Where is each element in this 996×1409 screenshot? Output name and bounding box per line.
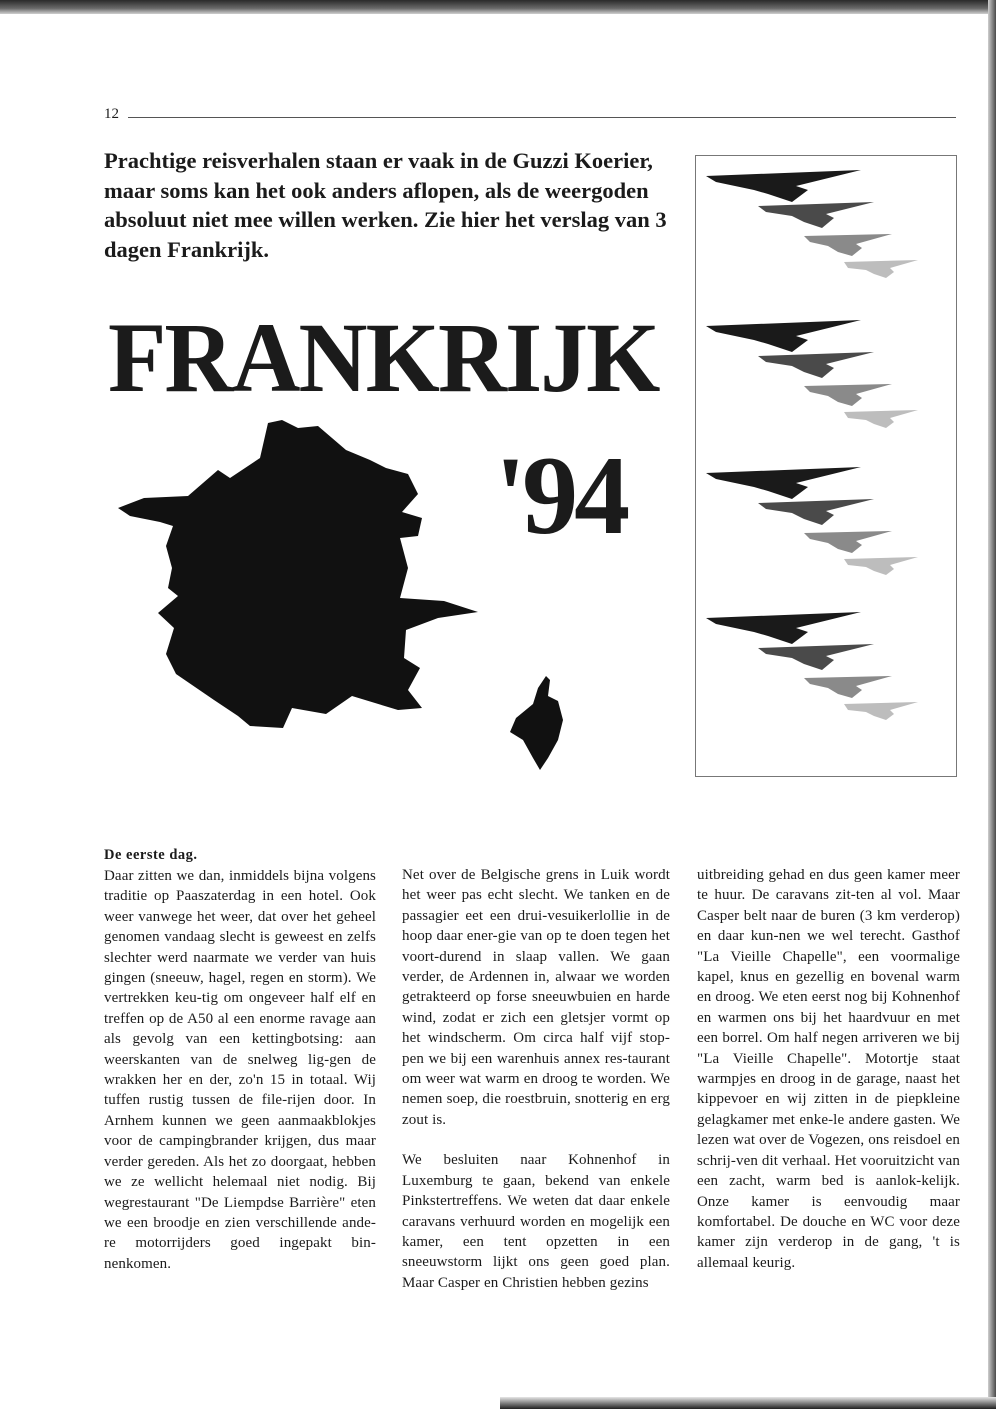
article-paragraph: Net over de Belgische grens in Luik wordt het weer pas echt slecht. We tanken en de passagier eet een drui-vesuikerlollie in de hoop daar ener-gie van op te doen tegen het voort-durend in slaap vallen. We gaan verder, de Ardennen in, alwaar we worden getrakteerd op forse sneeuwbuien en harde wind, zodat er zich een gletsjer vormt op het windscherm. Om circa half vijf stop-pen we bij een warenhuis annex res-taurant om weer wat warm en droog te worden. We nemen soep, die roestbruin, snotterig en erg zout is. — [402, 867, 670, 1128]
article-column-2 — [402, 865, 670, 1313]
article-column-3 — [697, 865, 960, 1293]
intro-text: Prachtige reisverhalen staan er vaak in de Guzzi Koerier, maar soms kan het ook anders aflopen, als de weergoden absoluut niet mee willen werken. Zie hier het verslag van 3 dagen Frankrijk. — [104, 148, 667, 262]
article-paragraph: Daar zitten we dan, inmiddels bijna volgens traditie op Paaszaterdag in een hotel. Ook weer vanwege het weer, dat over het geheel genomen vandaag slecht is geweest en zelfs slechter werd naarmate we verder van huis gingen (sneeuw, hagel, regen en storm). We vertrekken keu-tig om ongeveer half elf en treffen op de A50 al een enorme ravage aan als gevolg van een kettingbotsing: aan weerskanten van de snelweg lig-gen de wrakken her en der, zo'n 15 in totaal. Wij tuffen rustig tussen de file-rijen door. In Arnhem kunnen we geen aanmaakblokjes voor de campingbrander krijgen, dus maar verder gereden. Als het zo doorgaat, hebben we ze wellicht helemaal niet nodig. Bij wegrestaurant "De Liempdse Barrière" eten we een broodje en zien verschillende ande-re motorrijders goed ingepakt bin-nenkomen. — [104, 868, 376, 1272]
france-mainland-shape — [118, 420, 478, 728]
article-paragraph: We besluiten naar Kohnenhof in Luxemburg te gaan, bekend van enkele Pinkstertreffens. We weten dat daar enkele caravans verhuurd worden en mogelijk een kamer, een tent opzetten in een sneeuwstorm lijkt ons geen goed plan. Maar Casper en Christien hebben gezins — [402, 1152, 670, 1291]
article-column-1 — [104, 866, 376, 1294]
header-rule — [128, 117, 956, 118]
page-number: 12 — [104, 106, 119, 122]
scan-edge-top — [0, 0, 996, 14]
logo-panel — [695, 155, 957, 777]
eagle-logo-icon — [696, 461, 956, 581]
section-heading: De eerste dag. — [104, 847, 198, 863]
eagle-logo-icon — [696, 164, 956, 284]
article-paragraph: uitbreiding gehad en dus geen kamer meer te huur. De caravans zit-ten al vol. Maar Casper belt naar de buren (3 km verderop) en daar kun-nen we wel terecht. Gasthof "La Vieille Chapelle", een voormalige kapel, knus en gezellig en bovenal warm en droog. We eten eerst nog bij Kohnenhof en warmen ons bij het haardvuur en met een borrel. Om half negen arriveren we bij "La Vieille Chapelle". Motortje staat warmpjes en droog in de garage, naast het kippevoer en wij zitten in de piepkleine gelagkamer met enke-le andere gasten. We lezen wat over de Vogezen, ons reisdoel en schrij-ven dit verhaal. Het vooruitzicht van een zacht, warm bed is aanlok-kelijk. Onze kamer is eenvoudig maar komfortabel. De douche en WC voor deze kamer zijn verderop in de gang, 't is allemaal keurig. — [697, 867, 960, 1271]
corsica-shape — [510, 676, 563, 770]
eagle-logo-icon — [696, 606, 956, 726]
eagle-logo-icon — [696, 314, 956, 434]
article-title: FRANKRIJK — [108, 302, 659, 413]
scan-edge-right — [988, 0, 996, 1409]
article-year: '94 — [495, 434, 627, 558]
scan-edge-bottom — [500, 1397, 996, 1409]
